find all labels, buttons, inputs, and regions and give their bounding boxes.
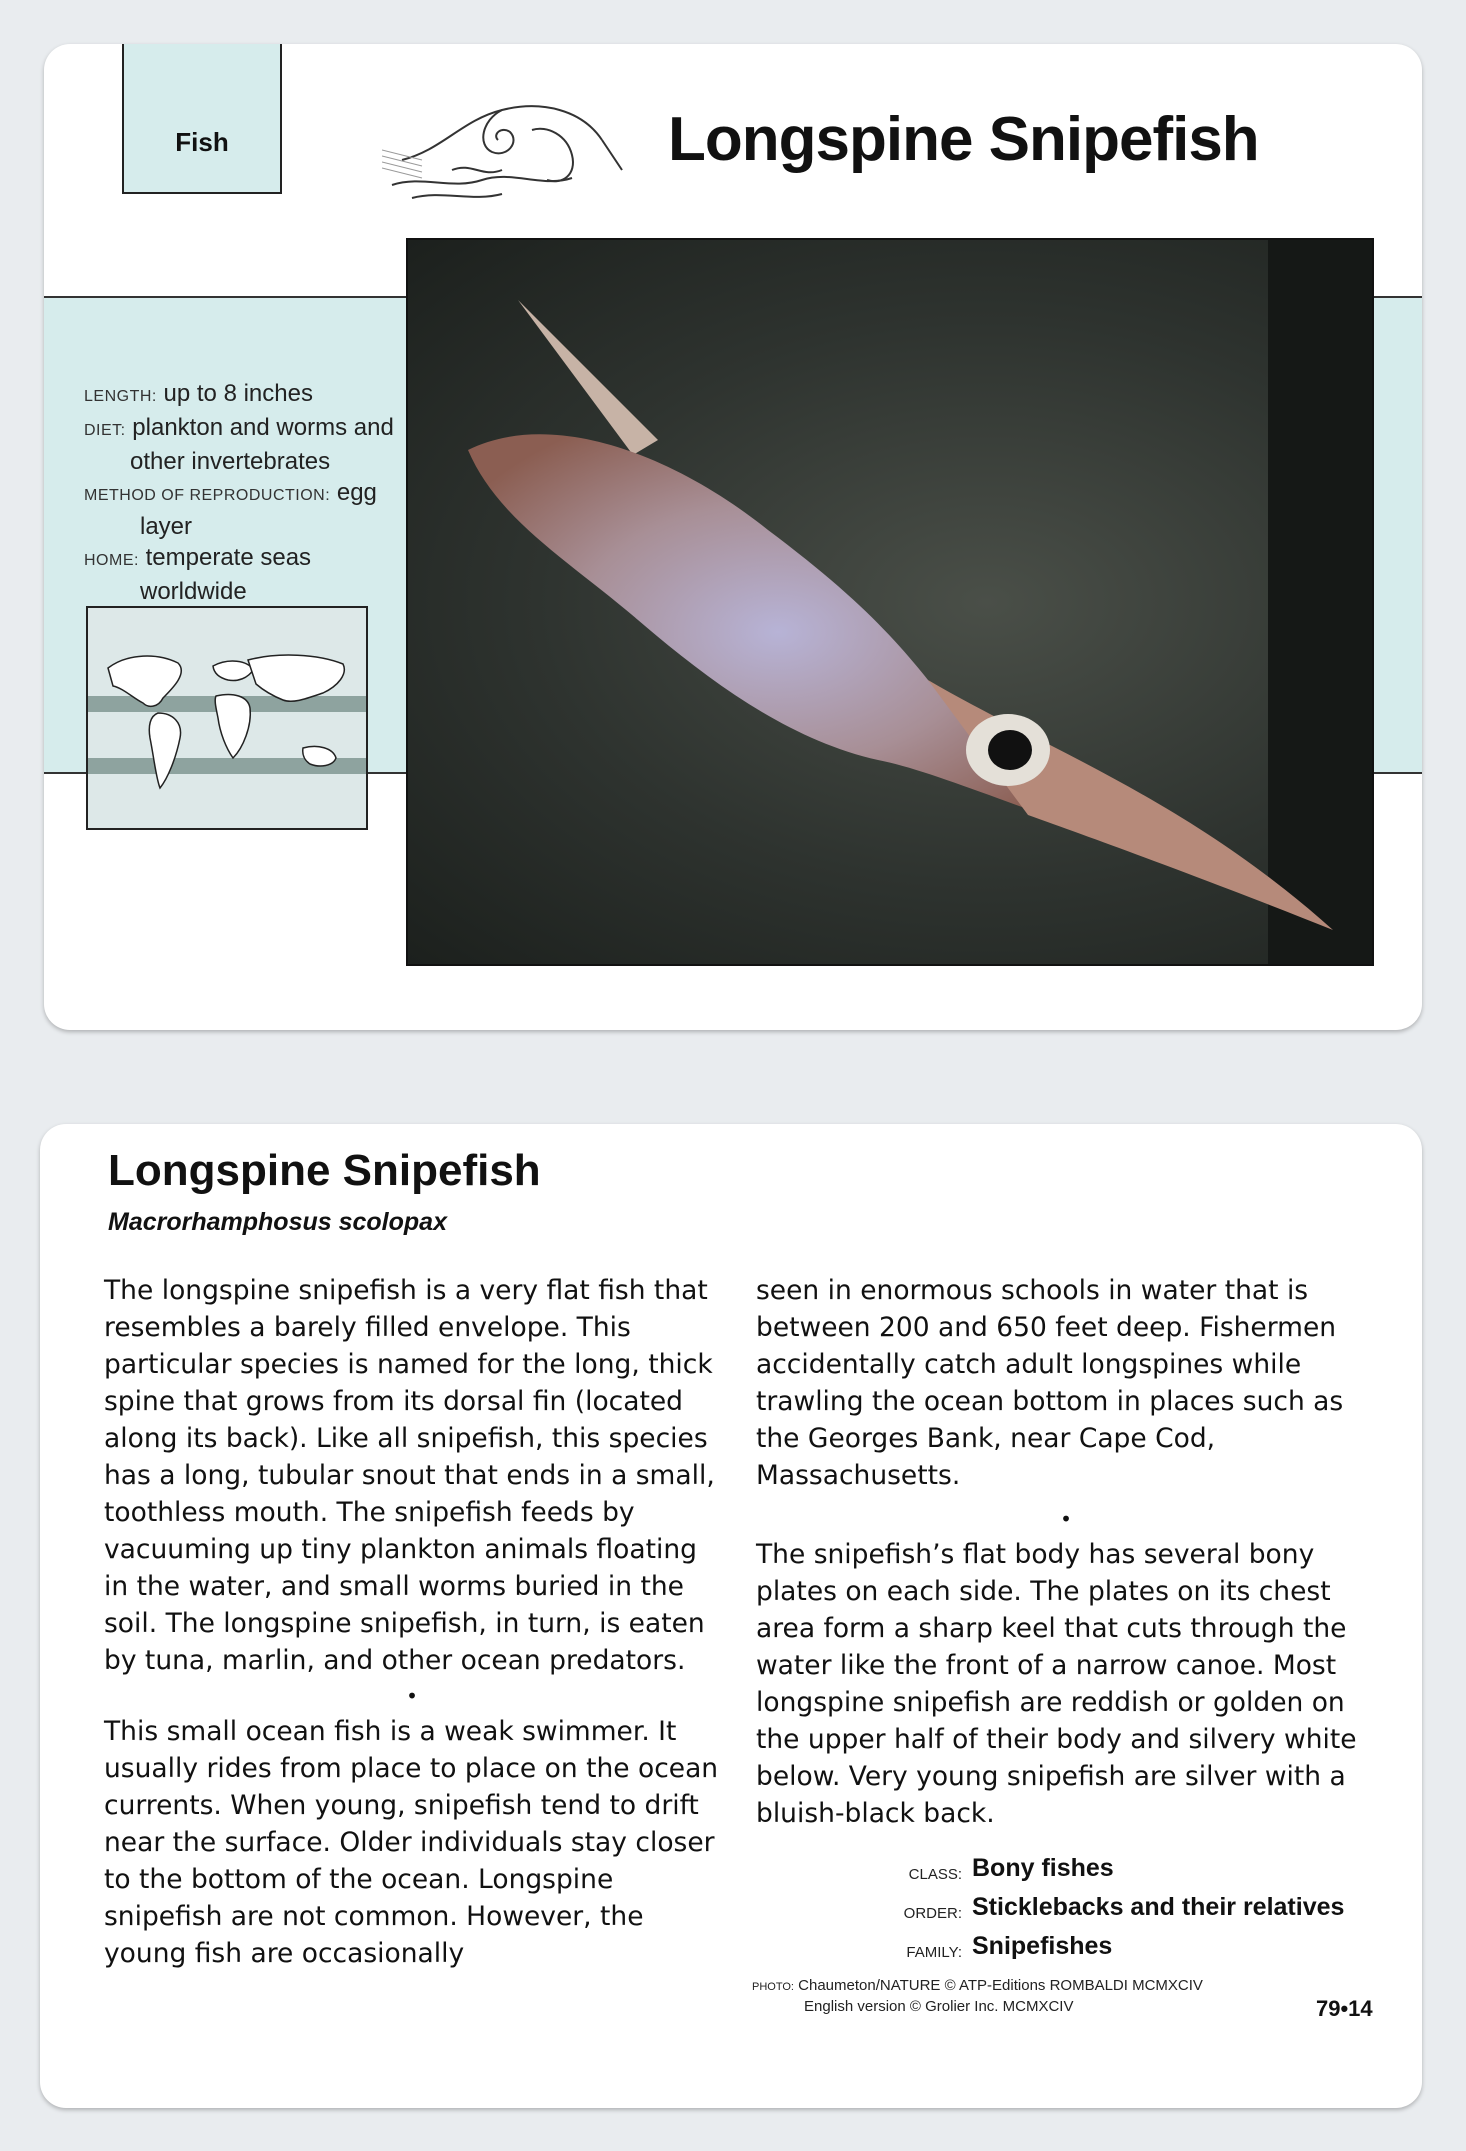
class-label: CLASS: — [908, 1866, 962, 1883]
taxonomy-family — [886, 1930, 1344, 1969]
bullet-separator: • — [406, 1684, 418, 1708]
home-value-1: temperate seas — [145, 544, 312, 571]
class-value: Bony fishes — [972, 1854, 1114, 1882]
paragraph-4: The snipefish’s flat body has several bony plates on each side. The plates on its chest area form a sharp keel that cuts through the water like the front of a narrow canoe. Most longspine snipefish are reddish or golden on the upper half of their body and silvery white below. Very young snipefish are silver with a bluish-black back. — [756, 1539, 1357, 1829]
fact-reproduction — [84, 477, 424, 542]
home-label: HOME: — [84, 552, 139, 569]
world-map-box — [86, 606, 368, 830]
back-card — [40, 1124, 1422, 2108]
world-map-icon — [88, 608, 366, 828]
back-title: Longspine Snipefish — [108, 1146, 541, 1195]
fact-diet — [84, 412, 424, 477]
paragraph-2: This small ocean fish is a weak swimmer. It usually rides from place to place on the ocean currents. When young, snipefish tend to drift near the surface. Older individuals stay closer to the bottom of the ocean. Longspine snipefish are not common. However, the young fish are occasionally — [104, 1716, 719, 1969]
photo-credit-label: PHOTO: — [752, 1981, 794, 1993]
fact-home — [84, 542, 424, 607]
photo-credit-line-2: English version © Grolier Inc. MCMXCIV — [804, 1998, 1074, 2015]
order-value: Sticklebacks and their relatives — [972, 1893, 1345, 1921]
photo-credits — [752, 1976, 1203, 2016]
order-label: ORDER: — [903, 1905, 962, 1922]
front-card — [44, 44, 1422, 1030]
category-label: Fish — [175, 126, 229, 157]
card-number: 79•14 — [1316, 1996, 1373, 2021]
category-tab — [122, 44, 282, 194]
taxonomy-order — [886, 1891, 1344, 1930]
diet-value-1: plankton and worms and — [132, 414, 394, 441]
taxonomy-class — [886, 1852, 1344, 1891]
paragraph-3: seen in enormous schools in water that is between 200 and 650 feet deep. Fishermen accidentally catch adult longspines while trawling the ocean bottom in places such as the Georges Bank, near Cape Cod, Massachusetts. — [756, 1275, 1344, 1491]
scientific-name: Macrorhamphosus scolopax — [108, 1208, 447, 1236]
length-value: up to 8 inches — [163, 380, 313, 407]
diet-label: DIET: — [84, 422, 126, 439]
fact-length — [84, 378, 424, 412]
diet-value-2: other invertebrates — [130, 448, 331, 475]
repro-value-1: egg — [336, 479, 377, 506]
family-value: Snipefishes — [972, 1932, 1113, 1960]
text-column-1 — [104, 1272, 720, 1972]
snipefish-photo — [406, 238, 1374, 966]
photo-credit-line-1: Chaumeton/NATURE © ATP-Editions ROMBALDI MCMXCIV — [798, 1977, 1203, 1994]
length-label: LENGTH: — [84, 388, 157, 405]
bullet-separator: • — [1060, 1507, 1072, 1531]
paragraph-1: The longspine snipefish is a very flat fish that resembles a barely filled envelope. This particular species is named for the long, thick spine that grows from its dorsal fin (located along its back). Like all snipefish, this species has a long, tubular snout that ends in a small, toothless mouth. The snipefish feeds by vacuuming up tiny plankton animals floating in the water, and small worms buried in the soil. The longspine snipefish, in turn, is eaten by tuna, marlin, and other ocean predators. — [104, 1275, 715, 1676]
front-title: Longspine Snipefish — [668, 105, 1259, 174]
home-value-2: worldwide — [140, 578, 247, 605]
taxonomy-block — [886, 1852, 1344, 1969]
text-column-2 — [756, 1272, 1376, 1832]
facts-block — [84, 378, 424, 607]
repro-value-2: layer — [140, 513, 193, 540]
family-label: FAMILY: — [906, 1944, 962, 1961]
repro-label: METHOD OF REPRODUCTION: — [84, 487, 331, 504]
wave-icon — [382, 90, 642, 210]
